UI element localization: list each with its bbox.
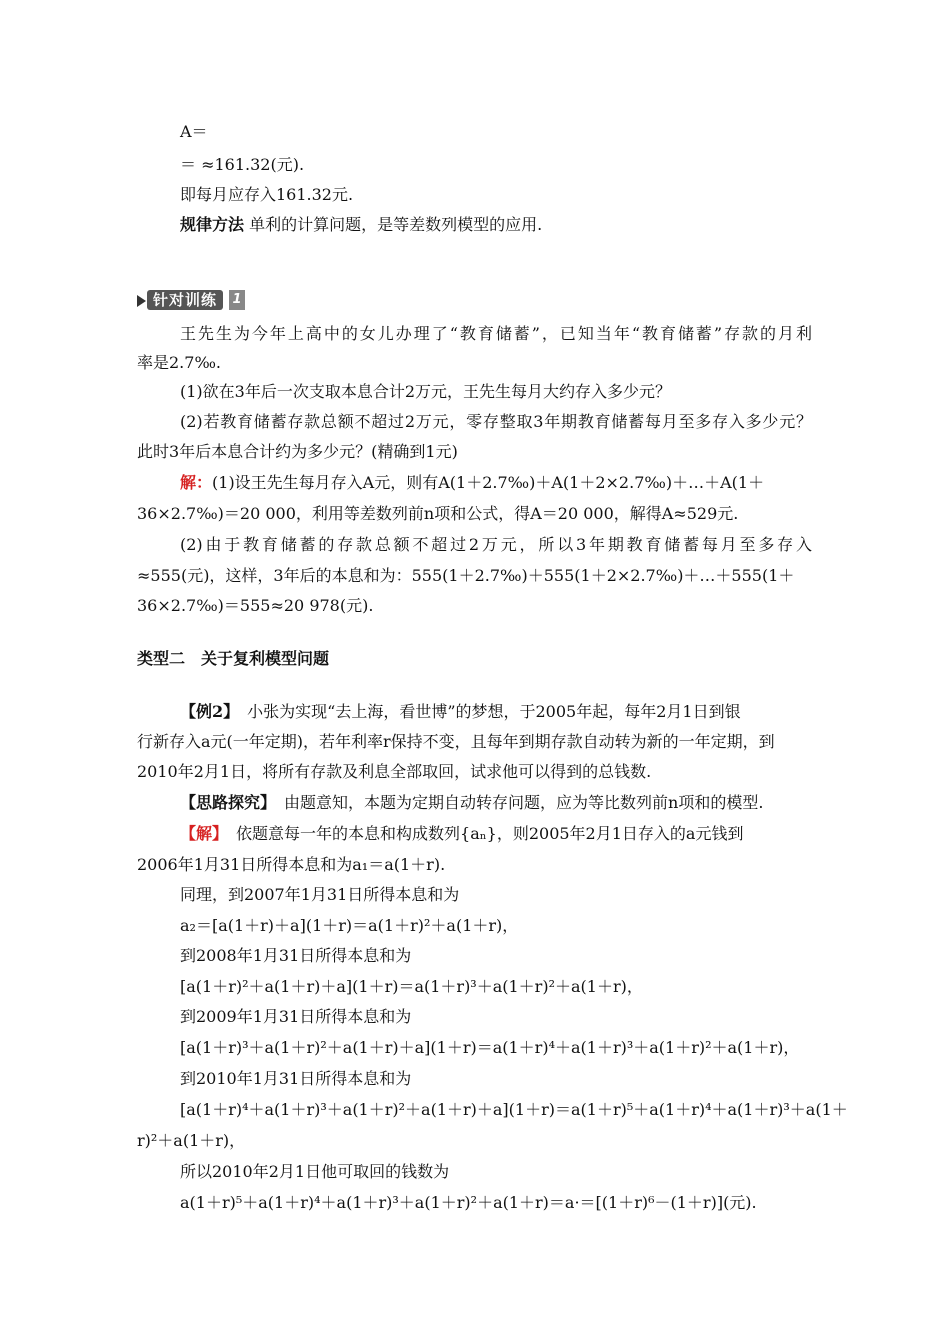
question-1: (1)欲在3年后一次支取本息合计2万元，王先生每月大约存入多少元？ <box>180 382 672 401</box>
solution-text: (1)设王先生每月存入A元，则有A(1＋2.7‰)＋A(1＋2×2.7‰)＋…＋A(1＋ <box>212 473 765 492</box>
solution-text: ≈555(元)，这样，3年后的本息和为：555(1＋2.7‰)＋555(1＋2×2.7‰)＋…＋555(1＋ <box>137 566 795 585</box>
question-2: (2)若教育储蓄存款总额不超过2万元，零存整取3年期教育储蓄每月至多存入多少元？ <box>180 412 812 431</box>
arrow-icon <box>137 295 146 307</box>
solution-text: 36×2.7‰)＝555≈20 978(元). <box>137 596 374 615</box>
example-label: 【例2】 <box>180 702 232 721</box>
solution-label: 解： <box>180 473 213 492</box>
question-2-cont: 此时3年后本息合计约为多少元？(精确到1元) <box>137 442 458 461</box>
derivation-line: [a(1＋r)³＋a(1＋r)²＋a(1＋r)＋a](1＋r)＝a(1＋r)⁴＋a(1＋r)³＋a(1＋r)²＋a(1＋r)， <box>180 1038 800 1057</box>
solution-text: 依题意每一年的本息和构成数列{aₙ}，则2005年2月1日存入的a元钱到 <box>220 824 744 843</box>
problem-text: 王先生为今年上高中的女儿办理了“教育储蓄”，已知当年“教育储蓄”存款的月利 <box>180 324 812 343</box>
example-text: 2010年2月1日，将所有存款及利息全部取回，试求他可以得到的总钱数. <box>137 762 652 781</box>
derivation-line: r)²＋a(1＋r)， <box>137 1131 246 1150</box>
formula-line: ＝ ≈161.32(元). <box>180 155 305 174</box>
derivation-line: [a(1＋r)²＋a(1＋r)＋a](1＋r)＝a(1＋r)³＋a(1＋r)²＋a(1＋r)， <box>180 977 643 996</box>
text-line: 即每月应存入161.32元. <box>180 185 354 204</box>
solution-text: 36×2.7‰)＝20 000，利用等差数列前n项和公式，得A＝20 000，解得A≈529元. <box>137 504 739 523</box>
example-text: 行新存入a元(一年定期)，若年利率r保持不变，且每年到期存款自动转为新的一年定期，到 <box>137 732 775 751</box>
solution-line <box>180 472 812 494</box>
derivation-line: 到2009年1月31日所得本息和为 <box>180 1007 412 1026</box>
derivation-line: a₂＝[a(1＋r)＋a](1＋r)＝a(1＋r)²＋a(1＋r)， <box>180 916 519 935</box>
formula-line: A＝ <box>180 122 208 141</box>
idea-label: 【思路探究】 <box>180 793 269 812</box>
rule-text: 单利的计算问题，是等差数列模型的应用. <box>244 215 543 234</box>
example-line <box>180 701 812 723</box>
solution-text: 2006年1月31日所得本息和为a₁＝a(1＋r). <box>137 855 446 874</box>
practice-banner-label: 针对训练 <box>147 290 223 310</box>
idea-text: 由题意知，本题为定期自动转存问题，应为等比数列前n项和的模型. <box>268 793 764 812</box>
problem-text: 率是2.7‰. <box>137 353 222 372</box>
solution-label: 【解】 <box>180 824 221 843</box>
solution-line <box>180 823 743 845</box>
section-heading: 类型二 关于复利模型问题 <box>137 649 330 668</box>
idea-line <box>180 792 763 814</box>
derivation-line: 到2008年1月31日所得本息和为 <box>180 946 412 965</box>
derivation-line: [a(1＋r)⁴＋a(1＋r)³＋a(1＋r)²＋a(1＋r)＋a](1＋r)＝a(1＋r)⁵＋a(1＋r)⁴＋a(1＋r)³＋a(1＋ <box>180 1100 848 1119</box>
derivation-line: 所以2010年2月1日他可取回的钱数为 <box>180 1162 450 1181</box>
practice-banner-number: 1 <box>229 290 245 310</box>
example-text: 小张为实现“去上海，看世博”的梦想，于2005年起，每年2月1日到银 <box>231 702 741 721</box>
solution-text: (2)由于教育储蓄的存款总额不超过2万元，所以3年期教育储蓄每月至多存入 <box>180 535 812 554</box>
derivation-line: 到2010年1月31日所得本息和为 <box>180 1069 412 1088</box>
rule-label: 规律方法 <box>180 215 245 234</box>
rule-paragraph <box>180 214 542 236</box>
derivation-line: a(1＋r)⁵＋a(1＋r)⁴＋a(1＋r)³＋a(1＋r)²＋a(1＋r)＝a·＝[(1＋r)⁶－(1＋r)](元). <box>180 1193 757 1212</box>
derivation-line: 同理，到2007年1月31日所得本息和为 <box>180 885 460 904</box>
practice-banner <box>137 289 247 313</box>
